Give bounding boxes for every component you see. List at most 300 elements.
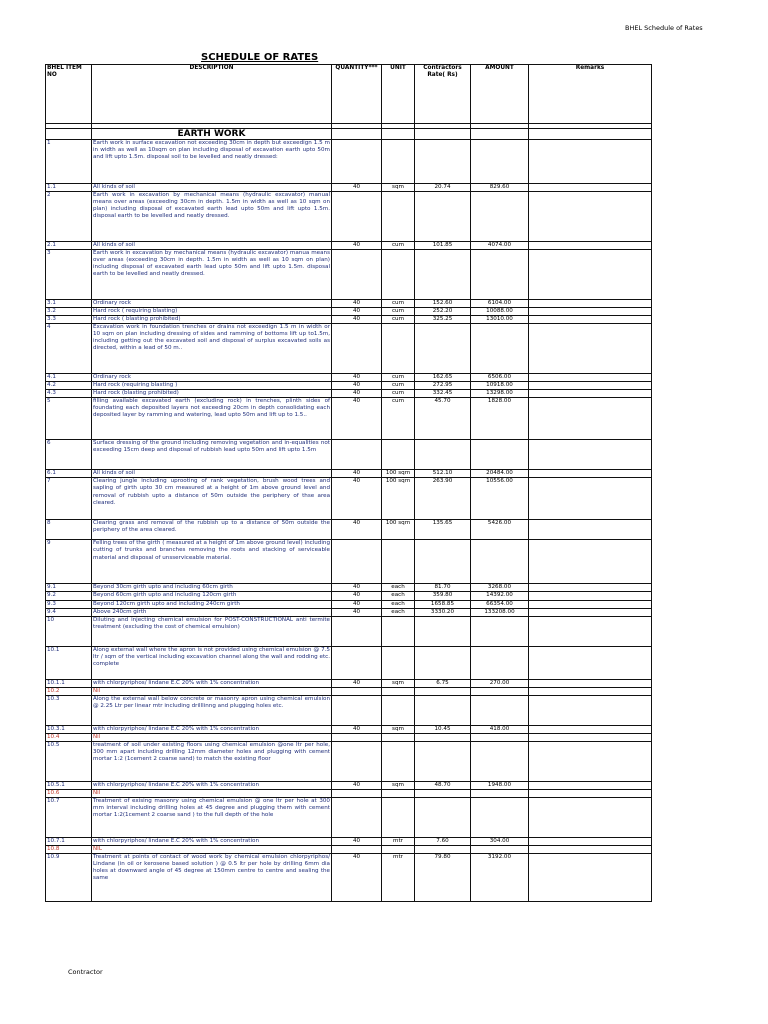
- cell-description: with chlorpyriphos/ lindane E.C 20% with 1% concentration: [92, 679, 332, 687]
- cell-amount: 5426.00: [471, 520, 529, 540]
- cell-item-no: 3.3: [46, 316, 92, 324]
- cell-quantity: [332, 733, 382, 741]
- table-row: [46, 192, 652, 242]
- cell-amount: [471, 741, 529, 781]
- cell-quantity: 40: [332, 398, 382, 440]
- cell-quantity: [332, 646, 382, 679]
- cell-unit: 100 sqm: [382, 470, 415, 478]
- cell-rate: [415, 741, 471, 781]
- rates-table: [45, 64, 652, 902]
- cell-unit: cum: [382, 382, 415, 390]
- table-row: [46, 837, 652, 845]
- cell-rate: [415, 540, 471, 584]
- cell-amount: 4074.00: [471, 242, 529, 250]
- cell-remarks: [529, 390, 652, 398]
- cell-remarks: [529, 608, 652, 616]
- cell-description: Earth work in surface excavation not exceeding 30cm in depth but exceedign 1.5 m in width as well as 10sqm on plan including disposal of excavation earth upto 50m and lift upto 1.5m. disposal soil to be levelled and neatly dressed:: [92, 140, 332, 184]
- cell-description: Excavation work in foundation trenches or drains not exceedign 1.5 m in width or 10 sqm on plan including dressing of sides and ramming of bottoms lift up to1.5m, including getting out the excavated soil and disposal of surplus excavated soils as directed, within a lead of 50 m..: [92, 324, 332, 374]
- cell-amount: 10918.00: [471, 382, 529, 390]
- table-row: [46, 616, 652, 646]
- cell-rate: 162.65: [415, 374, 471, 382]
- cell-amount: 270.00: [471, 679, 529, 687]
- col-header-description: DESCRIPTION: [92, 65, 332, 124]
- cell-rate: 359.80: [415, 592, 471, 600]
- cell-description: Beyond 60cm girth upto and including 120cm girth: [92, 592, 332, 600]
- cell-item-no: 9.1: [46, 584, 92, 592]
- cell-amount: 304.00: [471, 837, 529, 845]
- cell-description: All kinds of soil: [92, 184, 332, 192]
- cell-description: Treatment at points of contact of wood work by chemical emulsion chlorpyriphos/ Lindane (in oil or kerosene based solution ) @ 0.5 ltr per hole by drilling 6mm dia holes at downward angle of 45 degree at 150mm centre to centre and sealing the same: [92, 853, 332, 901]
- cell-amount: [471, 789, 529, 797]
- cell-remarks: [529, 687, 652, 695]
- cell-rate: 20.74: [415, 184, 471, 192]
- cell-rate: 81.70: [415, 584, 471, 592]
- cell-description: Clearing grass and removal of the rubbish up to a distance of 50m outside the periphery of the area cleared.: [92, 520, 332, 540]
- cell-item-no: 3: [46, 250, 92, 300]
- cell-item-no: 6: [46, 440, 92, 470]
- cell-unit: cum: [382, 316, 415, 324]
- cell-quantity: [332, 845, 382, 853]
- cell-rate: 135.65: [415, 520, 471, 540]
- table-row: [46, 470, 652, 478]
- cell-remarks: [529, 725, 652, 733]
- cell-unit: [382, 540, 415, 584]
- table-row: [46, 733, 652, 741]
- cell-unit: [382, 616, 415, 646]
- cell-unit: cum: [382, 300, 415, 308]
- cell-quantity: 40: [332, 382, 382, 390]
- cell-rate: [415, 695, 471, 725]
- cell-remarks: [529, 308, 652, 316]
- cell-amount: 20484.00: [471, 470, 529, 478]
- cell-description: Diluting and injecting chemical emulsion for POST-CONSTRUCTIONAL anti termite treatment (excluding the cost of chemical emulsion): [92, 616, 332, 646]
- cell-unit: each: [382, 600, 415, 608]
- cell-remarks: [529, 695, 652, 725]
- cell-item-no: 10.7: [46, 797, 92, 837]
- cell-amount: [471, 250, 529, 300]
- cell-amount: 133208.00: [471, 608, 529, 616]
- cell-remarks: [529, 184, 652, 192]
- cell-rate: 48.70: [415, 781, 471, 789]
- cell-amount: 6104.00: [471, 300, 529, 308]
- cell-quantity: [332, 140, 382, 184]
- cell-description: Above 240cm girth: [92, 608, 332, 616]
- col-header-remarks: Remarks: [529, 65, 652, 124]
- cell-remarks: [529, 520, 652, 540]
- cell-item-no: 6.1: [46, 470, 92, 478]
- cell-remarks: [529, 316, 652, 324]
- table-row: [46, 695, 652, 725]
- cell-item-no: 2.1: [46, 242, 92, 250]
- col-header-unit: UNIT: [382, 65, 415, 124]
- table-row: [46, 300, 652, 308]
- cell-quantity: 40: [332, 520, 382, 540]
- table-row: [46, 797, 652, 837]
- cell-remarks: [529, 616, 652, 646]
- cell-amount: 3268.00: [471, 584, 529, 592]
- cell-item-no: 4.1: [46, 374, 92, 382]
- cell-item-no: 4.2: [46, 382, 92, 390]
- cell-quantity: 40: [332, 374, 382, 382]
- cell-unit: 100 sqm: [382, 478, 415, 520]
- cell-unit: [382, 695, 415, 725]
- cell-remarks: [529, 853, 652, 901]
- cell-rate: 252.20: [415, 308, 471, 316]
- table-row: [46, 741, 652, 781]
- cell-item-no: 3.1: [46, 300, 92, 308]
- cell-description: Treatment of exising masonry using chemical emulsion @ one ltr per hole at 300 mm interval including drilling holes at 45 degree and plugging them with cement mortar 1:2(1cement 2 coarse sand ) to the full depth of the hole: [92, 797, 332, 837]
- cell-rate: [415, 616, 471, 646]
- cell-quantity: [332, 616, 382, 646]
- cell-quantity: 40: [332, 308, 382, 316]
- cell-remarks: [529, 733, 652, 741]
- cell-description: Nil: [92, 733, 332, 741]
- table-row: [46, 520, 652, 540]
- cell-rate: [415, 797, 471, 837]
- cell-description: with chlorpyriphos/ lindane E.C 20% with 1% concentration: [92, 837, 332, 845]
- table-row: [46, 184, 652, 192]
- cell-unit: cum: [382, 242, 415, 250]
- cell-amount: 14392.00: [471, 592, 529, 600]
- cell-unit: [382, 687, 415, 695]
- cell-amount: [471, 140, 529, 184]
- col-header-amount: AMOUNT: [471, 65, 529, 124]
- cell-item-no: 8: [46, 520, 92, 540]
- cell-unit: sqm: [382, 725, 415, 733]
- cell-rate: 7.60: [415, 837, 471, 845]
- table-row: [46, 679, 652, 687]
- cell-rate: [415, 324, 471, 374]
- cell-description: Hard rock (requiring blasting ): [92, 382, 332, 390]
- cell-quantity: 40: [332, 184, 382, 192]
- cell-rate: 263.90: [415, 478, 471, 520]
- cell-unit: cum: [382, 398, 415, 440]
- cell-item-no: 10.8: [46, 845, 92, 853]
- cell-item-no: 4: [46, 324, 92, 374]
- table-row: [46, 140, 652, 184]
- cell-rate: 332.45: [415, 390, 471, 398]
- cell-remarks: [529, 324, 652, 374]
- cell-remarks: [529, 470, 652, 478]
- cell-rate: [415, 687, 471, 695]
- cell-description: All kinds of soil: [92, 470, 332, 478]
- cell-description: with chlorpyriphos/ lindane E.C 20% with 1% concentration: [92, 725, 332, 733]
- cell-description: Nil: [92, 687, 332, 695]
- cell-description: Nil: [92, 789, 332, 797]
- cell-quantity: [332, 695, 382, 725]
- cell-item-no: 10.1: [46, 646, 92, 679]
- cell-rate: [415, 192, 471, 242]
- table-row: [46, 853, 652, 901]
- cell-unit: cum: [382, 374, 415, 382]
- cell-unit: [382, 324, 415, 374]
- section-header-row: [46, 129, 652, 140]
- cell-quantity: 40: [332, 390, 382, 398]
- cell-item-no: 7: [46, 478, 92, 520]
- cell-quantity: 40: [332, 592, 382, 600]
- cell-amount: 66354.00: [471, 600, 529, 608]
- cell-description: with chlorpyriphos/ lindane E.C 20% with 1% concentration: [92, 781, 332, 789]
- cell-amount: [471, 616, 529, 646]
- cell-rate: 152.60: [415, 300, 471, 308]
- cell-item-no: 9.2: [46, 592, 92, 600]
- cell-item-no: 1.1: [46, 184, 92, 192]
- section-title: EARTH WORK: [92, 129, 332, 140]
- cell-remarks: [529, 592, 652, 600]
- cell-remarks: [529, 192, 652, 242]
- cell-quantity: [332, 440, 382, 470]
- cell-rate: 1658.85: [415, 600, 471, 608]
- cell-remarks: [529, 250, 652, 300]
- table-row: [46, 789, 652, 797]
- cell-unit: 100 sqm: [382, 520, 415, 540]
- cell-unit: each: [382, 592, 415, 600]
- cell-description: NIL: [92, 845, 332, 853]
- cell-rate: [415, 646, 471, 679]
- cell-quantity: [332, 789, 382, 797]
- cell-remarks: [529, 374, 652, 382]
- col-header-item: BHEL ITEM NO: [46, 65, 92, 124]
- cell-description: treatment of soil under existing floors using chemical emulsion @one ltr per hole, 300 mm apart including drilling 12mm diameter holes and plugging with cement mortar 1:2 (1cement 2 coarse sand) to match the existing floor: [92, 741, 332, 781]
- cell-unit: [382, 733, 415, 741]
- cell-description: Earth work in excavation by mechanical means (hydraulic excavator) manual means over areas (exceeding 30cm in depth. 1.5m in width as well as 10 sqm on plan) including disposal of excavated earth lead upto 50m and lift upto 1.5m. disposal earth to be levelled and neatly dressed.: [92, 192, 332, 242]
- cell-unit: sqm: [382, 781, 415, 789]
- cell-unit: sqm: [382, 184, 415, 192]
- table-row: [46, 250, 652, 300]
- cell-rate: [415, 440, 471, 470]
- cell-item-no: 10.1.1: [46, 679, 92, 687]
- cell-remarks: [529, 845, 652, 853]
- cell-item-no: 10.7.1: [46, 837, 92, 845]
- cell-description: Hard rock ( blasting prohibited): [92, 316, 332, 324]
- cell-item-no: 10.9: [46, 853, 92, 901]
- cell-remarks: [529, 600, 652, 608]
- footer-signature-label: Contractor: [68, 968, 103, 976]
- cell-quantity: 40: [332, 781, 382, 789]
- cell-rate: 79.80: [415, 853, 471, 901]
- table-row: [46, 374, 652, 382]
- cell-quantity: [332, 797, 382, 837]
- cell-amount: [471, 687, 529, 695]
- cell-rate: [415, 845, 471, 853]
- cell-rate: 272.95: [415, 382, 471, 390]
- cell-amount: 1828.00: [471, 398, 529, 440]
- cell-rate: 6.75: [415, 679, 471, 687]
- cell-quantity: [332, 324, 382, 374]
- cell-item-no: 10.6: [46, 789, 92, 797]
- cell-amount: [471, 440, 529, 470]
- cell-rate: [415, 140, 471, 184]
- cell-quantity: [332, 540, 382, 584]
- cell-unit: each: [382, 584, 415, 592]
- cell-description: Beyond 30cm girth upto and including 60cm girth: [92, 584, 332, 592]
- cell-item-no: 10.4: [46, 733, 92, 741]
- cell-amount: [471, 540, 529, 584]
- cell-amount: 1948.00: [471, 781, 529, 789]
- cell-unit: [382, 646, 415, 679]
- col-header-quantity: QUANTITY***: [332, 65, 382, 124]
- cell-quantity: 40: [332, 470, 382, 478]
- cell-remarks: [529, 584, 652, 592]
- cell-unit: each: [382, 608, 415, 616]
- table-row: [46, 440, 652, 470]
- table-row: [46, 600, 652, 608]
- cell-remarks: [529, 789, 652, 797]
- cell-quantity: 40: [332, 600, 382, 608]
- table-row: [46, 584, 652, 592]
- cell-quantity: [332, 192, 382, 242]
- cell-description: Along external wall where the apron is not provided using chemical emulsion @ 7.5 ltr / sqm of the vertical including excavation channel along the wall and rodding etc. complete: [92, 646, 332, 679]
- cell-amount: [471, 324, 529, 374]
- cell-amount: [471, 797, 529, 837]
- cell-description: Surface dressing of the ground including removing vegetation and in-equalities not exceeding 15cm deep and disposal of rubbish lead upto 50m and lift upto 1.5m: [92, 440, 332, 470]
- table-row: [46, 478, 652, 520]
- cell-rate: 512.10: [415, 470, 471, 478]
- cell-amount: 10556.00: [471, 478, 529, 520]
- cell-item-no: 10.5: [46, 741, 92, 781]
- cell-remarks: [529, 398, 652, 440]
- cell-rate: [415, 250, 471, 300]
- table-row: [46, 540, 652, 584]
- cell-remarks: [529, 797, 652, 837]
- cell-description: Felling trees of the girth ( measured at a height of 1m above ground level) including cutting of trunks and branches removing the roots and stacking of serviceable material and disposal of unsserviceable material.: [92, 540, 332, 584]
- page-title: SCHEDULE OF RATES: [201, 52, 319, 63]
- cell-item-no: 4.3: [46, 390, 92, 398]
- cell-item-no: 10.2: [46, 687, 92, 695]
- cell-amount: 10088.00: [471, 308, 529, 316]
- cell-remarks: [529, 540, 652, 584]
- table-row: [46, 646, 652, 679]
- cell-remarks: [529, 837, 652, 845]
- cell-unit: [382, 797, 415, 837]
- table-row: [46, 242, 652, 250]
- cell-description: Hard rock (blasting prohibited): [92, 390, 332, 398]
- cell-description: Hard rock ( requiring blasting): [92, 308, 332, 316]
- cell-remarks: [529, 478, 652, 520]
- cell-amount: 829.60: [471, 184, 529, 192]
- cell-item-no: 10.3.1: [46, 725, 92, 733]
- cell-remarks: [529, 646, 652, 679]
- table-header-row: [46, 65, 652, 124]
- cell-unit: [382, 250, 415, 300]
- cell-unit: [382, 440, 415, 470]
- table-row: [46, 382, 652, 390]
- cell-rate: 45.70: [415, 398, 471, 440]
- cell-item-no: 9.4: [46, 608, 92, 616]
- cell-rate: 3330.20: [415, 608, 471, 616]
- table-row: [46, 725, 652, 733]
- table-row: [46, 324, 652, 374]
- cell-remarks: [529, 242, 652, 250]
- table-row: [46, 781, 652, 789]
- cell-unit: mtr: [382, 837, 415, 845]
- cell-remarks: [529, 440, 652, 470]
- cell-quantity: [332, 250, 382, 300]
- cell-quantity: 40: [332, 837, 382, 845]
- cell-rate: [415, 733, 471, 741]
- cell-amount: 13010.00: [471, 316, 529, 324]
- cell-description: Along the external wall below concrete or masonry apron using chemical emulsion @ 2.25 Ltr per linear mtr including drilllinng and plugging holes etc.: [92, 695, 332, 725]
- cell-remarks: [529, 140, 652, 184]
- cell-amount: [471, 845, 529, 853]
- cell-quantity: 40: [332, 316, 382, 324]
- cell-rate: 101.85: [415, 242, 471, 250]
- cell-quantity: 40: [332, 242, 382, 250]
- cell-remarks: [529, 679, 652, 687]
- col-header-rate: Contractors Rate( Rs): [415, 65, 471, 124]
- cell-item-no: 10.5.1: [46, 781, 92, 789]
- table-row: [46, 592, 652, 600]
- cell-amount: [471, 192, 529, 242]
- cell-amount: [471, 733, 529, 741]
- cell-item-no: 9.3: [46, 600, 92, 608]
- cell-amount: 13298.00: [471, 390, 529, 398]
- cell-rate: 325.25: [415, 316, 471, 324]
- table-row: [46, 316, 652, 324]
- table-row: [46, 308, 652, 316]
- table-row: [46, 398, 652, 440]
- cell-quantity: [332, 741, 382, 781]
- cell-amount: [471, 695, 529, 725]
- table-row: [46, 687, 652, 695]
- cell-item-no: 9: [46, 540, 92, 584]
- cell-item-no: 1: [46, 140, 92, 184]
- cell-item-no: 10.3: [46, 695, 92, 725]
- cell-unit: [382, 741, 415, 781]
- cell-unit: cum: [382, 308, 415, 316]
- table-row: [46, 608, 652, 616]
- cell-unit: mtr: [382, 853, 415, 901]
- cell-quantity: 40: [332, 679, 382, 687]
- cell-unit: sqm: [382, 679, 415, 687]
- cell-quantity: [332, 687, 382, 695]
- cell-description: Ordinary rock: [92, 300, 332, 308]
- cell-description: Ordinary rock: [92, 374, 332, 382]
- cell-quantity: 40: [332, 300, 382, 308]
- cell-remarks: [529, 300, 652, 308]
- document-header: BHEL Schedule of Rates: [625, 24, 703, 32]
- cell-unit: [382, 789, 415, 797]
- cell-description: Clearing jungle including uprooting of rank vegetation, brush wood trees and sapling of girth upto 30 cm measured at a height of 1m above ground level and removal of rubbish upto a distance of 50m outside the periphery of thse area cleared.: [92, 478, 332, 520]
- cell-description: All kinds of soil: [92, 242, 332, 250]
- cell-item-no: 10: [46, 616, 92, 646]
- cell-remarks: [529, 741, 652, 781]
- cell-rate: [415, 789, 471, 797]
- cell-amount: 6506.00: [471, 374, 529, 382]
- cell-quantity: 40: [332, 584, 382, 592]
- cell-quantity: 40: [332, 853, 382, 901]
- cell-quantity: 40: [332, 608, 382, 616]
- cell-description: Earth work in excavation by mechanical means (hydraulic excavator) manua means over areas (exceeding 30cm in depth. 1.5m in width as well as 10 sqm on plan) including disposal of excavated earth lead upto 50m and lift upto 1.5m. disposal earth to be levelled and neatly dressed.: [92, 250, 332, 300]
- cell-amount: [471, 646, 529, 679]
- cell-rate: 10.45: [415, 725, 471, 733]
- cell-description: filling available excavated earth (excluding rock) in trenches, plinth sides of foundating each deposited layers not exceeding 20cm in depth consolidating each deposited layer by ramming and watering, lead upto 50m and lift up to 1.5..: [92, 398, 332, 440]
- cell-item-no: 3.2: [46, 308, 92, 316]
- table-row: [46, 845, 652, 853]
- cell-description: Beyond 120cm girth upto and including 240cm girth: [92, 600, 332, 608]
- cell-item-no: 5: [46, 398, 92, 440]
- table-row: [46, 390, 652, 398]
- cell-unit: [382, 845, 415, 853]
- cell-remarks: [529, 781, 652, 789]
- cell-quantity: 40: [332, 725, 382, 733]
- cell-remarks: [529, 382, 652, 390]
- cell-item-no: 2: [46, 192, 92, 242]
- cell-amount: 418.00: [471, 725, 529, 733]
- cell-unit: [382, 192, 415, 242]
- cell-unit: cum: [382, 390, 415, 398]
- cell-amount: 3192.00: [471, 853, 529, 901]
